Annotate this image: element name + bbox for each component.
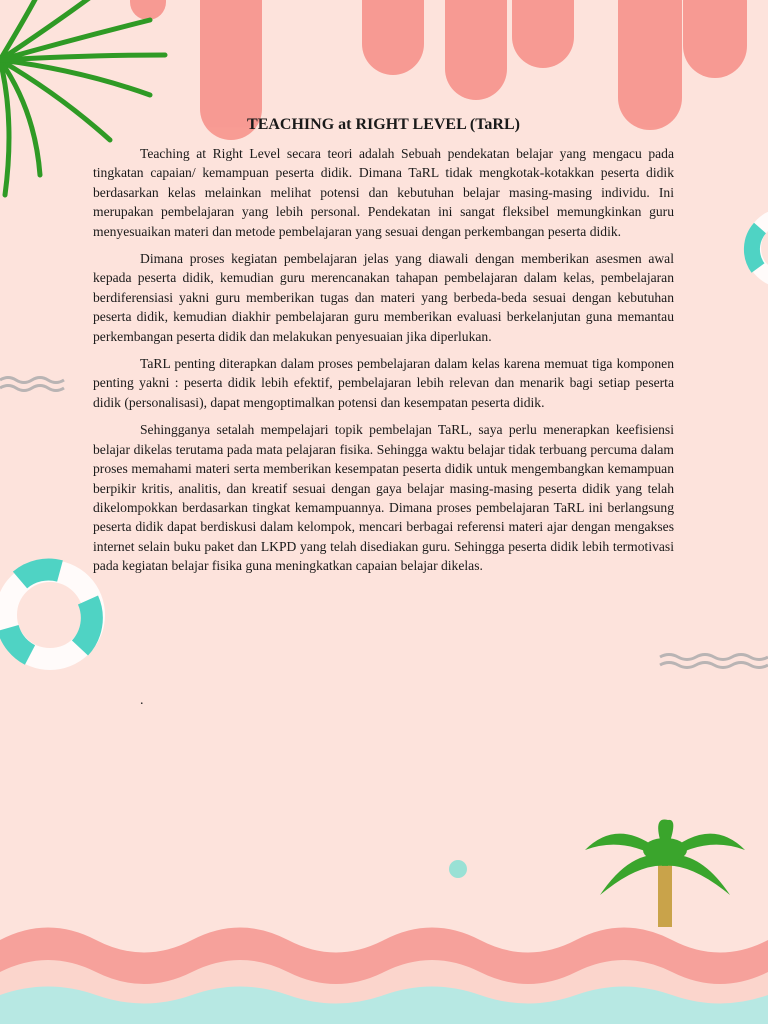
sparkle-dot — [449, 860, 467, 878]
paragraph-4: Sehingganya setalah mempelajari topik pembelajan TaRL, saya perlu menerapkan keefisiensi belajar dikelas terutama pada mata pelajaran fisika. Sehingga waktu belajar tidak terbuang percuma dalam proses memahami materi serta memberikan kesempatan peserta didik untuk mengembangkan kemampuan berpikir kritis, analitis, dan kreatif sesuai dengan gaya belajar masing-masing peserta didik yang telah dikelompokkan berdasarkan tingkat kemampuannya. Dimana proses pembelajaran TaRL ini berlangsung peserta didik dapat berdiskusi dalam kelompok, mencari berbagai referensi materi ajar dengan mengakses internet selain buku paket dan LKPD yang telah disediakan guru. Sehingga peserta didik lebih termotivasi pada kegiatan belajar fisika guna meningkatkan capaian belajar dikelas. — [93, 422, 674, 574]
palm-tree-icon — [585, 819, 745, 927]
swim-ring-right-icon — [752, 216, 768, 280]
document-title: TEACHING at RIGHT LEVEL (TaRL) — [247, 116, 520, 133]
swim-ring-icon — [6, 569, 94, 659]
paragraph-1: Teaching at Right Level secara teori adalah Sebuah pendekatan belajar yang mengacu pada tingkatan capaian/ kemampuan peserta didik. Dimana TaRL tidak mengkotak-kotakkan peserta didik berdasarkan kelas melainkan melihat potensi dan kebutuhan belajar masing-masing individu. Ini merupakan pembelajaran yang lebih personal. Pendekatan ini sangat fleksibel memungkinkan guru menyesuaikan materi dan metode pembelajaran yang sesuai dengan perkembangan peserta didik. — [93, 146, 674, 239]
trailing-period: . — [140, 693, 144, 708]
paragraph-3: TaRL penting diterapkan dalam proses pembelajaran dalam kelas karena memuat tiga komponen penting yakni : peserta didik lebih efektif, pembelajaran lebih relevan dan menarik bagi setiap peserta didik (personalisasi), dapat mengoptimalkan potensi dan kesempatan peserta didik. — [93, 356, 674, 410]
document-body — [93, 114, 674, 584]
paragraph-2: Dimana proses kegiatan pembelajaran jelas yang diawali dengan memberikan asesmen awal kepada peserta didik, kemudian guru merencanakan tahapan pembelajaran dalam kelas, pembelajaran berdiferensiasi yakni guru memberikan tugas dan materi yang berbeda-beda sesuai dengan kebutuhan peserta didik, kemudian diakhir pembelajaran guru memberikan evaluasi berkelanjutan guna memantau perkembangan peserta didik dan melakukan penyesuaian jika diperlukan. — [93, 251, 674, 344]
